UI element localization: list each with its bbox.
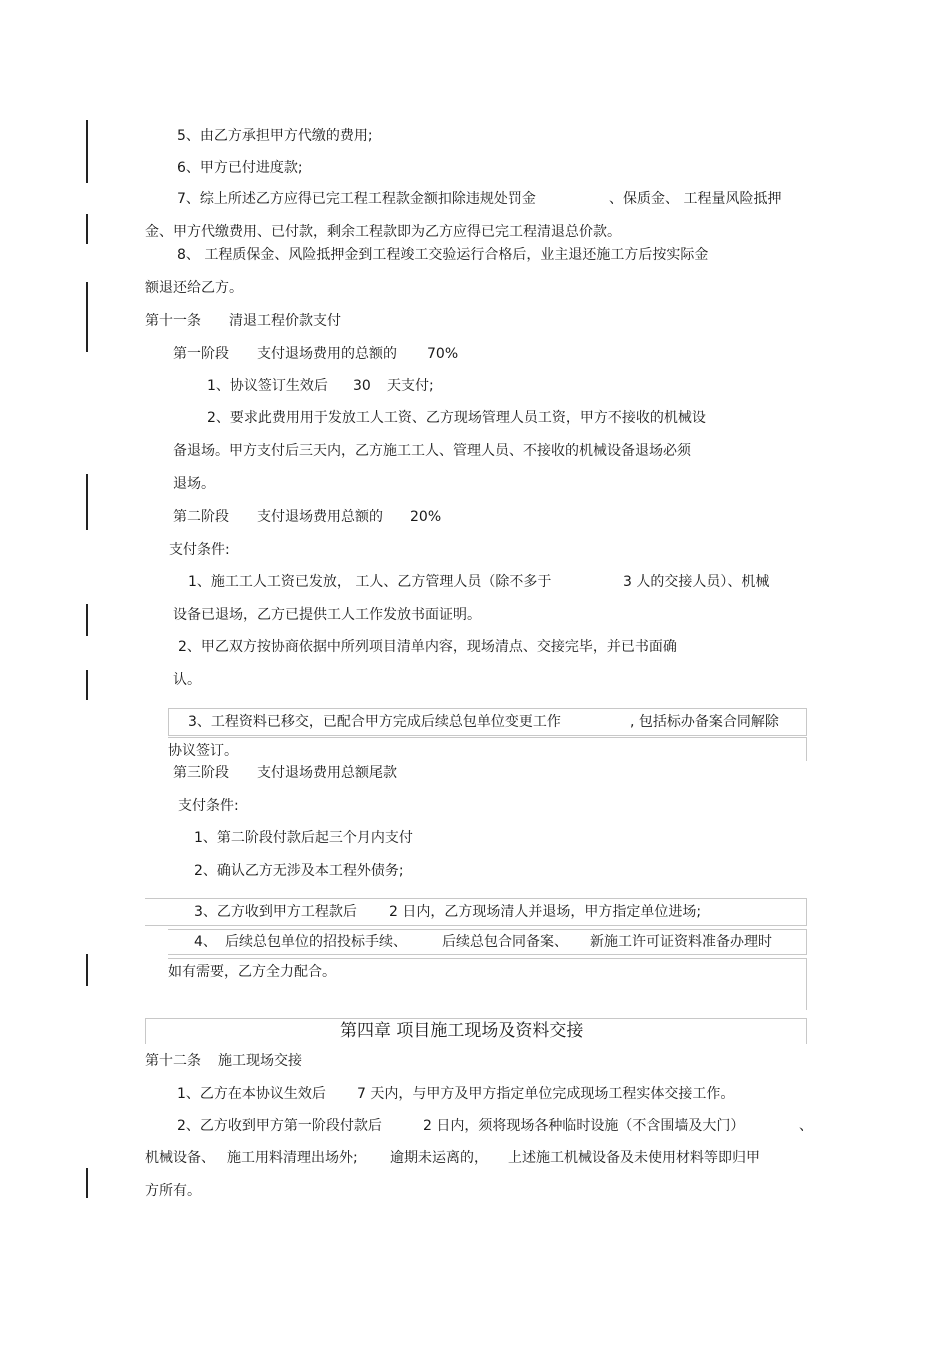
- condition-label: 支付条件:: [169, 542, 230, 558]
- item-text: 3、工程资料已移交，已配合甲方完成后续总包单位变更工作: [188, 714, 561, 730]
- stage-label: 第三阶段: [173, 765, 229, 781]
- item-text: 5、由乙方承担甲方代缴的费用;: [177, 128, 373, 144]
- item-text: , 包括标办备案合同解除: [630, 714, 779, 730]
- box-border: [168, 708, 169, 736]
- box-border: [168, 735, 806, 736]
- stage-label: 第一阶段: [173, 346, 229, 362]
- item-text: 2、确认乙方无涉及本工程外债务;: [194, 863, 404, 879]
- article-label: 第十二条: [145, 1053, 201, 1069]
- item-text: 3、乙方收到甲方工程款后: [194, 904, 357, 920]
- revision-bar: [86, 954, 88, 986]
- box-border: [806, 708, 807, 736]
- stage-value: 20%: [410, 509, 442, 525]
- item-text: 8、 工程质保金、风险抵押金到工程竣工交验运行合格后，业主退还施工方后按实际金: [177, 247, 709, 263]
- box-border: [806, 737, 807, 761]
- stage-label: 第二阶段: [173, 509, 229, 525]
- revision-bar: [86, 120, 88, 183]
- article-label: 第十一条: [145, 313, 201, 329]
- chapter-title: 第四章 项目施工现场及资料交接: [340, 1021, 584, 1041]
- box-border: [806, 958, 807, 1010]
- item-text: 2 日内，乙方现场清人并退场，甲方指定单位进场;: [389, 904, 702, 920]
- box-border: [806, 1018, 807, 1044]
- revision-bar: [86, 604, 88, 636]
- revision-bar: [86, 670, 88, 700]
- revision-bar: [86, 1168, 88, 1198]
- item-text: 1、施工工人工资已发放， 工人、乙方管理人员（除不多于: [188, 574, 552, 590]
- item-text: 退场。: [173, 476, 215, 492]
- box-border: [168, 708, 806, 709]
- item-text: 1、协议签订生效后: [207, 378, 328, 394]
- article-title: 施工现场交接: [218, 1053, 302, 1069]
- revision-bar: [86, 474, 88, 530]
- item-text: 备退场。甲方支付后三天内，乙方施工工人、管理人员、不接收的机械设备退场必须: [173, 443, 691, 459]
- item-text: 1、乙方在本协议生效后: [177, 1086, 326, 1102]
- item-text: 后续总包合同备案、: [442, 934, 568, 950]
- stage-text: 支付退场费用总额的: [257, 509, 383, 525]
- item-text: 30: [353, 378, 371, 394]
- item-text: 上述施工机械设备及未使用材料等即归甲: [508, 1150, 760, 1166]
- box-border: [168, 958, 806, 959]
- box-border: [145, 1018, 146, 1044]
- item-text: 6、甲方已付进度款;: [177, 160, 303, 176]
- item-text: 认。: [173, 672, 201, 688]
- box-border: [145, 898, 806, 899]
- item-text: 7 天内，与甲方及甲方指定单位完成现场工程实体交接工作。: [357, 1086, 735, 1102]
- item-text: 2、甲乙双方按协商依据中所列项目清单内容，现场清点、交接完毕，并已书面确: [178, 639, 677, 655]
- stage-value: 70%: [427, 346, 459, 362]
- item-text: 如有需要，乙方全力配合。: [168, 964, 336, 980]
- box-border: [806, 898, 807, 926]
- box-border: [806, 929, 807, 955]
- item-text: 天支付;: [387, 378, 434, 394]
- revision-bar: [86, 282, 88, 352]
- item-text: 设备已退场，乙方已提供工人工作发放书面证明。: [173, 607, 481, 623]
- stage-text: 支付退场费用总额尾款: [257, 765, 397, 781]
- stage-text: 支付退场费用的总额的: [257, 346, 397, 362]
- box-border: [168, 954, 806, 955]
- item-text: 、保质金、 工程量风险抵押: [609, 191, 782, 207]
- item-text: 7、综上所述乙方应得已完工程工程款金额扣除违规处罚金: [177, 191, 536, 207]
- item-text: 逾期未运离的，: [390, 1150, 488, 1166]
- item-text: 3 人的交接人员）、机械: [623, 574, 770, 590]
- item-text: 方所有。: [145, 1183, 201, 1199]
- box-border: [168, 929, 806, 930]
- item-text: 新施工许可证资料准备办理时: [590, 934, 772, 950]
- item-text: 2 日内，须将现场各种临时设施（不含围墙及大门）: [423, 1118, 745, 1134]
- item-text: 、: [799, 1118, 813, 1134]
- item-text: 施工用料清理出场外;: [227, 1150, 358, 1166]
- item-text: 2、乙方收到甲方第一阶段付款后: [177, 1118, 382, 1134]
- box-border: [145, 1018, 806, 1019]
- article-title: 清退工程价款支付: [229, 313, 341, 329]
- item-text: 协议签订。: [168, 743, 238, 759]
- revision-bar: [86, 214, 88, 244]
- item-text: 机械设备、: [145, 1150, 215, 1166]
- box-border: [168, 737, 806, 738]
- item-text: 后续总包单位的招投标手续、: [225, 934, 407, 950]
- item-text: 4、: [194, 934, 217, 950]
- condition-label: 支付条件:: [178, 798, 239, 814]
- item-text: 2、要求此费用用于发放工人工资、乙方现场管理人员工资，甲方不接收的机械设: [207, 410, 706, 426]
- item-text: 金、甲方代缴费用、已付款，剩余工程款即为乙方应得已完工程清退总价款。: [145, 224, 621, 240]
- item-text: 额退还给乙方。: [145, 280, 243, 296]
- item-text: 1、第二阶段付款后起三个月内支付: [194, 830, 413, 846]
- box-border: [145, 925, 806, 926]
